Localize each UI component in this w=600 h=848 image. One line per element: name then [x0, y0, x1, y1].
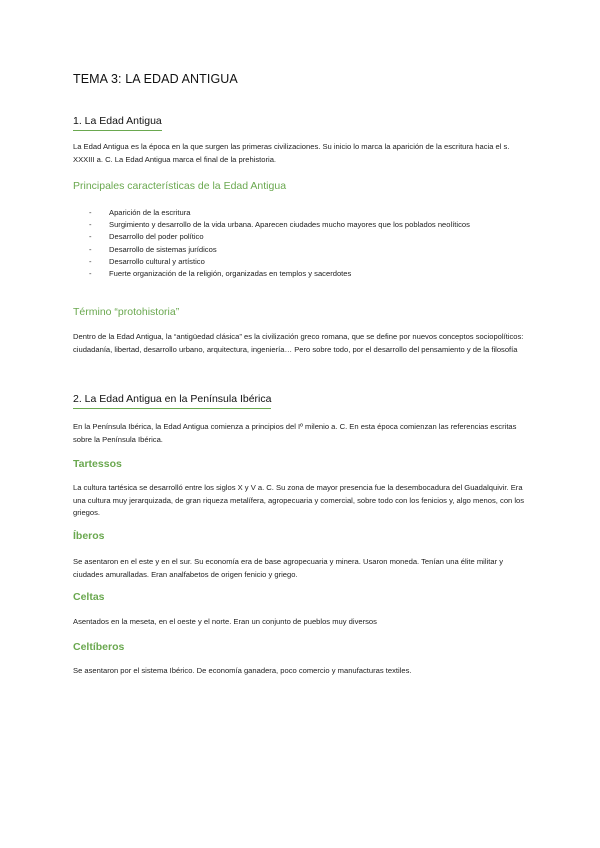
tartessos-paragraph: La cultura tartésica se desarrolló entre los siglos X y V a. C. Su zona de mayor presencia fue la desembocadura del Guadalquivir. Era una cultura muy jerarquizada, de gran riqueza metalífera, agropecuaria y comercial, sobre todo con los fenicios y, algo menos, con los griegos.	[73, 483, 525, 517]
subheading-characteristics: Principales características de la Edad Antigua	[73, 180, 287, 192]
bullet-marker: -	[89, 232, 92, 242]
section-heading-peninsula-iberica	[73, 393, 271, 405]
list-item: - Surgimiento y desarrollo de la vida urbana. Aparecen ciudades mucho mayores que los poblados neolíticos	[89, 219, 509, 231]
bullet-marker: -	[89, 269, 92, 279]
section-heading-text: 1. La Edad Antigua	[73, 115, 162, 127]
subheading-tartessos: Tartessos	[73, 458, 122, 470]
list-item: - Desarrollo cultural y artístico	[89, 256, 509, 268]
section-intro-paragraph: En la Península Ibérica, la Edad Antigua comienza a principios del Iº milenio a. C. En esta época comienzan las referencias escritas sobre la Península Ibérica.	[73, 422, 517, 444]
list-item: - Fuerte organización de la religión, organizadas en templos y sacerdotes	[89, 268, 509, 280]
subheading-celtas: Celtas	[73, 591, 105, 603]
subheading-iberos: Íberos	[73, 530, 105, 542]
celtas-paragraph: Asentados en la meseta, en el oeste y el norte. Eran un conjunto de pueblos muy diversos	[73, 617, 377, 626]
section-intro-paragraph: La Edad Antigua es la época en la que surgen las primeras civilizaciones. Su inicio lo marca la aparición de la escritura hacia el s. XXXIII a. C. La Edad Antigua marca el final de la prehistoria.	[73, 142, 510, 164]
subheading-celtiberos: Celtíberos	[73, 641, 125, 653]
subheading-protohistoria: Término “protohistoria”	[73, 306, 180, 318]
page-title: TEMA 3: LA EDAD ANTIGUA	[73, 72, 238, 86]
heading-underline	[73, 408, 271, 410]
celtiberos-paragraph: Se asentaron por el sistema Ibérico. De economía ganadera, poco comercio y manufacturas textiles.	[73, 666, 412, 675]
bullet-marker: -	[89, 244, 92, 254]
list-item: - Desarrollo de sistemas jurídicos	[89, 244, 509, 256]
protohistoria-paragraph: Dentro de la Edad Antigua, la “antigüedad clásica” es la civilización greco romana, que se define por nuevos conceptos sociopolíticos: ciudadanía, libertad, desarrollo urbano, arquitectura, ingeniería… Pero sobre todo, por el desarrollo del pensamiento y de la filosofía	[73, 332, 524, 354]
section-heading-edad-antigua	[73, 115, 162, 127]
bullet-marker: -	[89, 220, 92, 230]
list-item: - Aparición de la escritura	[89, 207, 509, 219]
iberos-paragraph: Se asentaron en el este y en el sur. Su economía era de base agropecuaria y minera. Usaron moneda. Tenían una élite militar y ciudades amuralladas. Eran analfabetos de origen fenicio y griego.	[73, 557, 504, 579]
heading-underline	[73, 130, 162, 132]
characteristics-list	[89, 207, 509, 280]
bullet-marker: -	[89, 256, 92, 266]
bullet-marker: -	[89, 208, 92, 217]
section-heading-text: 2. La Edad Antigua en la Península Ibérica	[73, 393, 272, 405]
list-item: - Desarrollo del poder político	[89, 231, 509, 243]
